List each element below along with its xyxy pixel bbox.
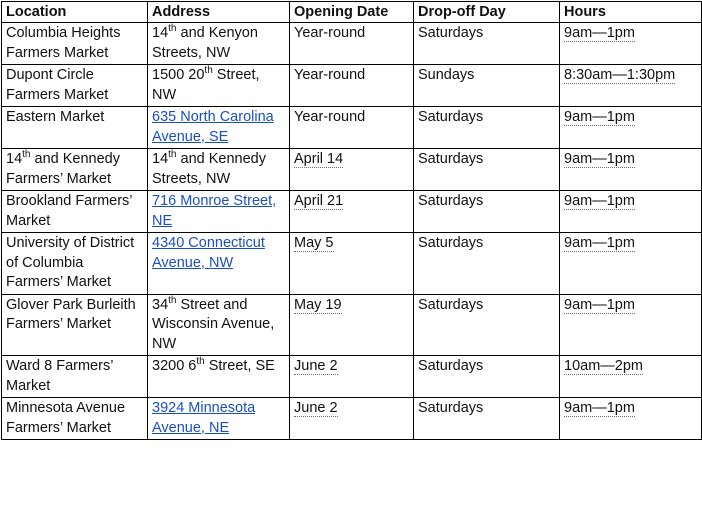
dropoff-day-text: Saturdays (418, 400, 484, 416)
cell-dropoff-day (414, 398, 560, 440)
cell-dropoff-day (414, 107, 560, 149)
cell-dropoff-day (414, 191, 560, 233)
table-row (2, 191, 702, 233)
cell-address (148, 294, 290, 356)
address-number: 3200 6 (152, 358, 197, 374)
hours-text: 8:30am—1:30pm (564, 67, 676, 83)
address-street: Street, NW (152, 67, 260, 103)
location-text: Columbia Heights Farmers Market (6, 25, 121, 61)
cell-location (2, 398, 148, 440)
location-number: 14 (6, 151, 23, 167)
location-text: Brookland Farmers’ Market (6, 193, 132, 229)
cell-hours (560, 107, 702, 149)
address-number: 1500 20 (152, 67, 205, 83)
address-ordinal: th (204, 65, 213, 77)
cell-location (2, 233, 148, 295)
hours-text: 10am—2pm (564, 358, 643, 374)
cell-opening-date (290, 107, 414, 149)
hours-text: 9am—1pm (564, 109, 635, 125)
address-link[interactable]: 716 Monroe Street, NE (152, 193, 277, 229)
dropoff-day-text: Saturdays (418, 296, 484, 313)
cell-location (2, 107, 148, 149)
dropoff-day-text: Saturdays (418, 109, 484, 125)
location-text: Dupont Circle Farmers Market (6, 67, 109, 103)
cell-opening-date (290, 191, 414, 233)
cell-opening-date (290, 294, 414, 356)
cell-address (148, 149, 290, 191)
header-hours: Hours (560, 2, 702, 23)
cell-opening-date (290, 23, 414, 65)
opening-date-text: June 2 (294, 358, 338, 374)
hours-text: 9am—1pm (564, 296, 635, 313)
table-row (2, 294, 702, 356)
cell-dropoff-day (414, 233, 560, 295)
hours-text: 9am—1pm (564, 193, 635, 209)
dropoff-day-text: Saturdays (418, 25, 484, 41)
cell-address (148, 356, 290, 398)
table-row (2, 149, 702, 191)
cell-opening-date (290, 65, 414, 107)
header-address: Address (148, 2, 290, 23)
cell-opening-date (290, 356, 414, 398)
cell-hours (560, 294, 702, 356)
address-ordinal: th (168, 149, 177, 161)
location-text: Eastern Market (6, 109, 105, 125)
address-number: 34 (152, 296, 169, 313)
opening-date-text: April 21 (294, 193, 344, 209)
cell-opening-date (290, 233, 414, 295)
cell-hours (560, 398, 702, 440)
address-street: and Kenyon Streets, NW (152, 25, 258, 61)
opening-date-text: Year-round (294, 67, 366, 83)
cell-address (148, 23, 290, 65)
location-ordinal: th (22, 149, 31, 161)
cell-location (2, 149, 148, 191)
cell-hours (560, 191, 702, 233)
address-number: 14 (152, 151, 169, 167)
address-street: Street, SE (204, 358, 275, 374)
dropoff-day-text: Sundays (418, 67, 475, 83)
header-location: Location (2, 2, 148, 23)
cell-hours (560, 23, 702, 65)
location-text: Ward 8 Farmers’ Market (6, 358, 113, 394)
cell-location (2, 23, 148, 65)
dropoff-day-text: Saturdays (418, 358, 484, 374)
cell-hours (560, 149, 702, 191)
opening-date-text: May 19 (294, 296, 342, 313)
header-opening-date: Opening Date (290, 2, 414, 23)
dropoff-day-text: Saturdays (418, 151, 484, 167)
opening-date-text: Year-round (294, 109, 366, 125)
location-text: and Kennedy Farmers’ Market (6, 151, 120, 187)
address-street: Street and Wisconsin Avenue, NW (152, 296, 275, 352)
address-street: and Kennedy Streets, NW (152, 151, 266, 187)
cell-hours (560, 233, 702, 295)
address-link[interactable]: 3924 Minnesota Avenue, NE (152, 400, 256, 436)
cell-dropoff-day (414, 23, 560, 65)
cell-address (148, 107, 290, 149)
cell-dropoff-day (414, 356, 560, 398)
cell-hours (560, 356, 702, 398)
location-text: University of District of Columbia Farmers’ Market (6, 235, 135, 290)
hours-text: 9am—1pm (564, 400, 635, 416)
cell-address (148, 191, 290, 233)
table-row (2, 356, 702, 398)
location-text: Minnesota Avenue Farmers’ Market (6, 400, 126, 436)
cell-dropoff-day (414, 294, 560, 356)
address-link[interactable]: 4340 Connecticut Avenue, NW (152, 235, 265, 271)
table-row (2, 23, 702, 65)
cell-address (148, 398, 290, 440)
table-row (2, 65, 702, 107)
hours-text: 9am—1pm (564, 25, 635, 41)
address-ordinal: th (168, 294, 177, 306)
hours-text: 9am—1pm (564, 235, 635, 251)
cell-location (2, 356, 148, 398)
opening-date-text: June 2 (294, 400, 338, 416)
table-header-row (2, 2, 702, 23)
cell-dropoff-day (414, 65, 560, 107)
table-row (2, 398, 702, 440)
farmers-market-table (1, 1, 702, 440)
address-ordinal: th (196, 356, 205, 368)
dropoff-day-text: Saturdays (418, 193, 484, 209)
header-dropoff-day: Drop-off Day (414, 2, 560, 23)
cell-address (148, 65, 290, 107)
table-row (2, 233, 702, 295)
address-number: 14 (152, 25, 169, 41)
cell-address (148, 233, 290, 295)
opening-date-text: May 5 (294, 235, 334, 251)
cell-hours (560, 65, 702, 107)
cell-opening-date (290, 149, 414, 191)
opening-date-text: Year-round (294, 25, 366, 41)
cell-opening-date (290, 398, 414, 440)
hours-text: 9am—1pm (564, 151, 635, 167)
cell-location (2, 65, 148, 107)
location-text: Glover Park Burleith Farmers’ Market (6, 296, 136, 332)
cell-location (2, 294, 148, 356)
dropoff-day-text: Saturdays (418, 235, 484, 251)
cell-dropoff-day (414, 149, 560, 191)
address-link[interactable]: 635 North Carolina Avenue, SE (152, 109, 274, 145)
cell-location (2, 191, 148, 233)
opening-date-text: April 14 (294, 151, 344, 167)
address-ordinal: th (168, 23, 177, 35)
table-row (2, 107, 702, 149)
